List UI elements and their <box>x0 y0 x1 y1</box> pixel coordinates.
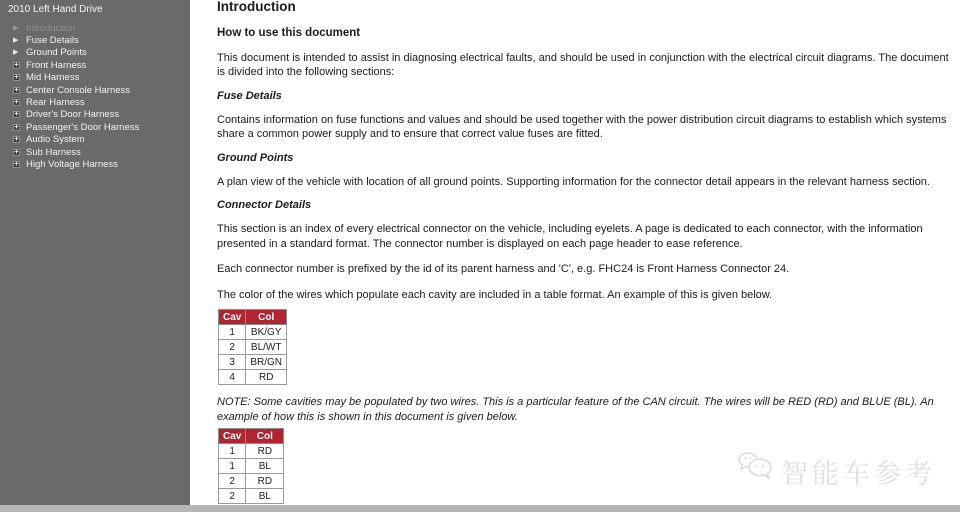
sidebar-item-label: Introduction <box>26 22 76 34</box>
table-header-row <box>219 429 284 444</box>
cell-col: RD <box>246 444 284 459</box>
expand-plus-icon[interactable]: + <box>14 148 19 156</box>
table-row <box>219 340 287 355</box>
cell-cav: 2 <box>219 340 246 355</box>
cell-col: BL <box>246 489 284 504</box>
sidebar-item-mid-harness[interactable] <box>8 72 190 84</box>
column-header-col: Col <box>246 310 287 325</box>
intro-paragraph: This document is intended to assist in diagnosing electrical faults, and should be used in conjunction with the electrical circuit diagrams. The document is divided into the following sections: <box>217 51 949 78</box>
expand-plus-icon[interactable]: + <box>14 74 19 82</box>
sidebar-item-high-voltage-harness[interactable] <box>8 158 190 170</box>
table-row <box>219 489 284 504</box>
note-paragraph: NOTE: Some cavities may be populated by two wires. This is a particular feature of the CAN circuit. The wires will be RED (RD) and BLUE (BL). An example of how this is shown in this document is given below. <box>217 396 934 423</box>
wire-color-table-example-2 <box>218 428 284 504</box>
cell-cav: 1 <box>219 459 246 474</box>
arrow-icon: ▶ <box>13 49 19 57</box>
expand-plus-icon[interactable]: + <box>14 136 19 144</box>
cell-col: BL/WT <box>246 340 287 355</box>
paragraph-connector-prefix: Each connector number is prefixed by the id of its parent harness and 'C', e.g. FHC24 is Front Harness Connector 24. <box>217 263 790 275</box>
sidebar-item-label: Passenger's Door Harness <box>26 121 140 133</box>
section-body-connector-details: This section is an index of every electrical connector on the vehicle, including eyelets. A page is dedicated to each connector, with the information presented in a standard format. The connector number is displayed on each page header to ease reference. <box>217 223 923 250</box>
page-title: Introduction <box>217 0 296 14</box>
sidebar-item-rear-harness[interactable] <box>8 96 190 108</box>
table-row <box>219 370 287 385</box>
watermark-text: 智能车参考 <box>781 459 936 489</box>
arrow-icon: ▶ <box>13 37 19 45</box>
sidebar-item-sub-harness[interactable] <box>8 146 190 158</box>
sidebar-nav <box>8 22 190 171</box>
sidebar-item-label: Rear Harness <box>26 97 85 109</box>
sidebar-item-label: Sub Harness <box>26 146 81 158</box>
table-row <box>219 355 287 370</box>
cell-cav: 3 <box>219 355 246 370</box>
cell-col: BL <box>246 459 284 474</box>
sidebar-item-center-console-harness[interactable] <box>8 84 190 96</box>
sidebar-item-label: Center Console Harness <box>26 84 131 96</box>
cell-cav: 2 <box>219 474 246 489</box>
subheading-how-to-use: How to use this document <box>217 27 361 39</box>
section-heading-fuse-details: Fuse Details <box>217 89 282 102</box>
document-content <box>190 0 960 512</box>
section-heading-ground-points: Ground Points <box>217 151 294 164</box>
sidebar-title: 2010 Left Hand Drive <box>8 4 103 15</box>
sidebar-item-label: Ground Points <box>26 47 87 59</box>
sidebar-item-introduction[interactable] <box>8 22 190 34</box>
cell-cav: 1 <box>219 325 246 340</box>
cell-col: RD <box>246 474 284 489</box>
cell-cav: 1 <box>219 444 246 459</box>
sidebar-item-label: High Voltage Harness <box>26 158 118 170</box>
sidebar-item-label: Audio System <box>26 134 85 146</box>
arrow-icon: ▶ <box>13 24 19 32</box>
sidebar <box>0 0 190 512</box>
bottom-strip <box>0 505 960 512</box>
expand-plus-icon[interactable]: + <box>14 123 19 131</box>
cell-col: BR/GN <box>246 355 287 370</box>
sidebar-item-audio-system[interactable] <box>8 134 190 146</box>
sidebar-item-passengers-door-harness[interactable] <box>8 121 190 133</box>
sidebar-item-fuse-details[interactable] <box>8 34 190 46</box>
column-header-cav: Cav <box>219 429 246 444</box>
expand-plus-icon[interactable]: + <box>14 111 19 119</box>
paragraph-wire-color: The color of the wires which populate each cavity are included in a table format. An example of this is given below. <box>217 288 773 301</box>
sidebar-item-label: Driver's Door Harness <box>26 109 120 121</box>
wire-color-table-example-1 <box>218 309 287 385</box>
column-header-col: Col <box>246 429 284 444</box>
sidebar-item-front-harness[interactable] <box>8 59 190 71</box>
expand-plus-icon[interactable]: + <box>14 61 19 69</box>
section-heading-connector-details: Connector Details <box>217 199 312 211</box>
sidebar-item-drivers-door-harness[interactable] <box>8 109 190 121</box>
table-row <box>219 459 284 474</box>
cell-cav: 2 <box>219 489 246 504</box>
table-row <box>219 444 284 459</box>
cell-cav: 4 <box>219 370 246 385</box>
sidebar-item-ground-points[interactable] <box>8 47 190 59</box>
sidebar-item-label: Mid Harness <box>26 72 80 84</box>
table-header-row <box>219 310 287 325</box>
expand-plus-icon[interactable]: + <box>14 99 19 107</box>
sidebar-item-label: Front Harness <box>26 59 87 71</box>
table-row <box>219 474 284 489</box>
sidebar-item-label: Fuse Details <box>26 35 79 47</box>
section-body-fuse-details: Contains information on fuse functions and values and should be used together with the power distribution circuit diagrams to establish which systems share a common power supply and to ensure that correct value fuses are fitted. <box>217 113 947 140</box>
expand-plus-icon[interactable]: + <box>14 86 19 94</box>
table-row <box>219 325 287 340</box>
column-header-cav: Cav <box>219 310 246 325</box>
cell-col: RD <box>246 370 287 385</box>
cell-col: BK/GY <box>246 325 287 340</box>
section-body-ground-points: A plan view of the vehicle with location of all ground points. Supporting information for the connector detail appears in the relevant harness section. <box>217 175 930 188</box>
expand-plus-icon[interactable]: + <box>14 160 19 168</box>
